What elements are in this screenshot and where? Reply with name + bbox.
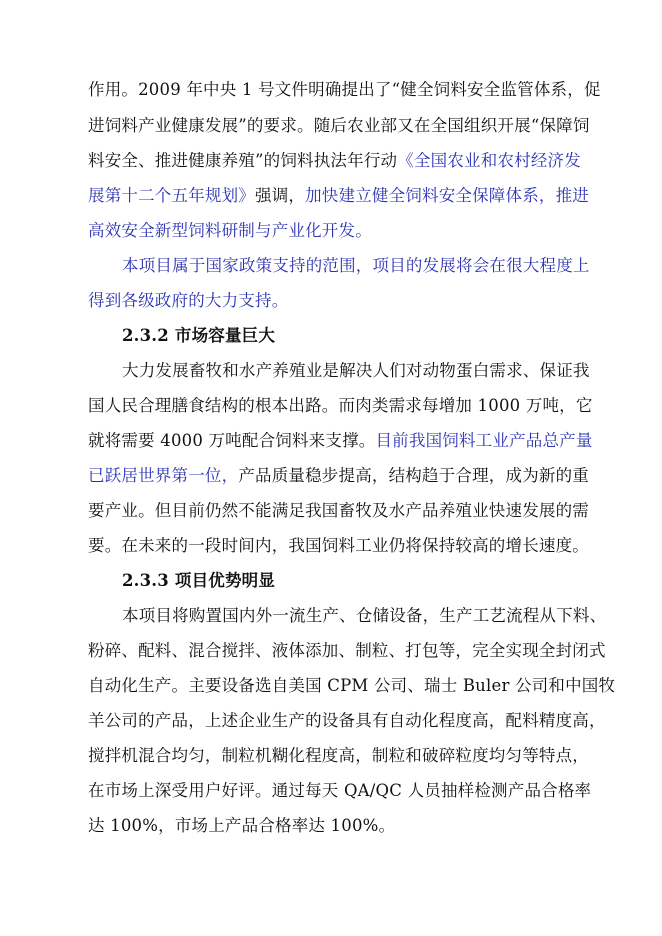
text-run: 料安全、推进健康养殖”的饲料执法年行动: [88, 151, 398, 170]
highlighted-text-run: 展第十二个五年规划》: [88, 186, 255, 205]
highlighted-text-run: 已跃居世界第一位，: [88, 466, 239, 485]
text-run: 粉碎、配料、混合搅拌、液体添加、制粒、打包等，完全实现全封闭式: [88, 641, 606, 660]
text-run: 要。在未来的一段时间内，我国饲料工业仍将保持较高的增长速度。: [88, 536, 589, 555]
paragraph-line: [88, 291, 288, 311]
text-run: 大力发展畜牧和水产养殖业是解决人们对动物蛋白需求、保证我: [122, 361, 590, 380]
text-run: 国人民合理膳食结构的根本出路。而肉类需求每增加 1000 万吨，它: [88, 396, 593, 415]
paragraph-line: [88, 186, 589, 206]
highlighted-text-run: 《全国农业和农村经济发: [397, 151, 581, 170]
text-run: 要产业。但目前仍然不能满足我国畜牧及水产品养殖业快速发展的需: [88, 501, 589, 520]
paragraph-line: [122, 606, 606, 626]
text-run: 作用。2009 年中央 1 号文件明确提出了“健全饲料安全监管体系，促: [88, 80, 601, 99]
paragraph-line: [88, 711, 606, 731]
paragraph-line: [122, 256, 590, 276]
paragraph-line: [88, 116, 590, 136]
paragraph-line: [88, 431, 593, 451]
highlighted-text-run: 得到各级政府的大力支持。: [88, 291, 289, 310]
paragraph-line: [88, 676, 615, 696]
paragraph-line: [88, 816, 395, 836]
paragraph-line: [88, 501, 589, 521]
text-run: 在市场上深受用户好评。通过每天 QA/QC 人员抽样检测产品合格率: [88, 781, 592, 800]
paragraph-line: [88, 536, 589, 556]
paragraph-line: [88, 151, 581, 171]
text-run: 搅拌机混合均匀，制粒机糊化程度高，制粒和破碎粒度均匀等特点，: [88, 746, 589, 765]
paragraph-line: [88, 746, 589, 766]
paragraph-line: [88, 781, 591, 801]
text-run: 羊公司的产品，上述企业生产的设备具有自动化程度高，配料精度高，: [88, 711, 606, 730]
highlighted-text-run: 高效安全新型饲料研制与产业化开发。: [88, 221, 372, 240]
paragraph-line: [88, 80, 601, 100]
text-run: 进饲料产业健康发展”的要求。随后农业部又在全国组织开展“保障饲: [88, 116, 590, 135]
paragraph-line: [88, 221, 372, 241]
text-run: 自动化生产。主要设备选自美国 CPM 公司、瑞士 Buler 公司和中国牧: [88, 676, 616, 695]
section-heading: 2.3.2 市场容量巨大: [122, 326, 276, 345]
highlighted-text-run: 加快建立健全饲料安全保障体系，推进: [305, 186, 590, 205]
text-run: 强调，: [255, 186, 306, 205]
highlighted-text-run: 本项目属于国家政策支持的范围，项目的发展将会在很大程度上: [122, 256, 590, 275]
text-run: 产品质量稳步提高，结构趋于合理，成为新的重: [238, 466, 590, 485]
paragraph-line: [122, 361, 590, 381]
text-run: 达 100%，市场上产品合格率达 100%。: [88, 816, 396, 835]
paragraph-line: [88, 641, 606, 661]
section-heading: 2.3.3 项目优势明显: [122, 571, 276, 590]
highlighted-text-run: 目前我国饲料工业产品总产量: [375, 431, 593, 450]
text-run: 本项目将购置国内外一流生产、仓储设备，生产工艺流程从下料、: [122, 606, 607, 625]
paragraph-line: [88, 466, 589, 486]
paragraph-line: [88, 396, 593, 416]
text-run: 就将需要 4000 万吨配合饲料来支撑。: [88, 431, 376, 450]
